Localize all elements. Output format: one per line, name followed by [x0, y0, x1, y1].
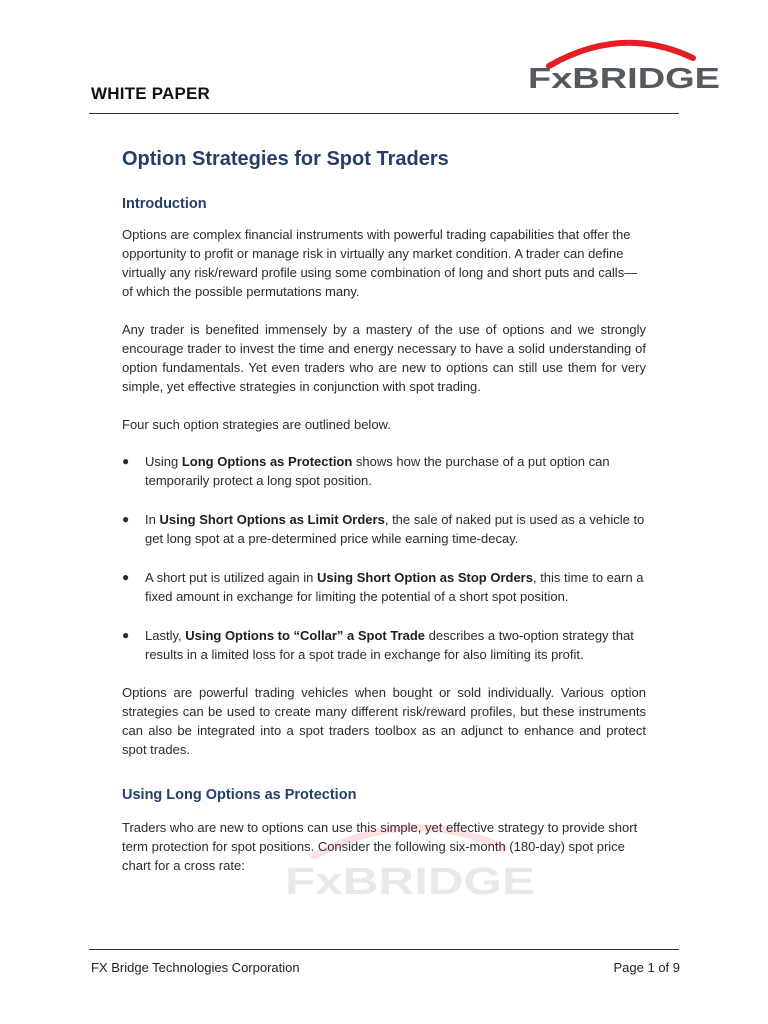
- bullet-icon: ●: [122, 628, 130, 642]
- footer-rule: [89, 949, 679, 950]
- watermark-logo: [284, 820, 538, 900]
- fxbridge-logo: [527, 38, 722, 92]
- intro-paragraph-2: Any trader is benefited immensely by a mastery of the use of options and we strongly encourage trader to invest the time and energy necessary to have a solid understanding of option fundamentals. Yet even traders who are new to options can still use them for very simple, yet effective strategies in conjunction with spot trading.: [122, 322, 646, 394]
- intro-paragraph-3: Four such option strategies are outlined below.: [122, 417, 391, 432]
- section-heading-long-options: Using Long Options as Protection: [122, 787, 357, 803]
- logo-text: FxBRIDGE: [528, 63, 720, 92]
- header-rule: [89, 113, 679, 114]
- section2-paragraph-1: Traders who are new to options can use this simple, yet effective strategy to provide short term protection for spot positions. Consider the following six-month (180-day) spot price chart for a cross rate:: [122, 820, 638, 873]
- list-item: ● Lastly, Using Options to “Collar” a Spot Trade describes a two-option strategy that results in a limited loss for a spot trade in exchange for also limiting its profit.: [122, 628, 634, 662]
- document-title: Option Strategies for Spot Traders: [122, 148, 449, 170]
- header-label: WHITE PAPER: [91, 84, 211, 103]
- strategy-name: Long Options as Protection: [181, 454, 353, 469]
- strategy-list: [122, 452, 646, 684]
- footer-page-number: Page 1 of 9: [613, 960, 680, 975]
- intro-paragraph-1: Options are complex financial instruments with powerful trading capabilities that offer the opportunity to profit or manage risk in virtually any market condition. A trader can define virtually any risk/reward profile using some combination of long and short puts and calls—of which the possible permutations many.: [122, 227, 638, 299]
- watermark-text: FxBRIDGE: [285, 861, 535, 900]
- introduction-heading: Introduction: [122, 196, 207, 212]
- bullet-icon: ●: [122, 512, 130, 526]
- footer-company: FX Bridge Technologies Corporation: [91, 960, 300, 975]
- strategy-name: Using Short Options as Limit Orders: [159, 512, 385, 527]
- list-item: ● Using Long Options as Protection shows how the purchase of a put option can temporarily protect a long spot position.: [122, 454, 610, 488]
- watermark-arc: [314, 828, 504, 856]
- strategy-name: Using Short Option as Stop Orders: [317, 570, 533, 585]
- bullet-icon: ●: [122, 570, 130, 584]
- list-item: ● In Using Short Options as Limit Orders, the sale of naked put is used as a vehicle to get long spot at a pre-determined price while earning time-decay.: [122, 512, 645, 546]
- bullet-icon: ●: [122, 454, 130, 468]
- intro-paragraph-4: Options are powerful trading vehicles when bought or sold individually. Various option strategies can be used to create many different risk/reward profiles, but these instruments can also be integrated into a spot traders toolbox as an adjunct to enhance and protect spot trades.: [122, 685, 646, 757]
- list-item: ● A short put is utilized again in Using Short Option as Stop Orders, this time to earn a fixed amount in exchange for limiting the potential of a short spot position.: [122, 570, 644, 604]
- strategy-name: Using Options to “Collar” a Spot Trade: [185, 628, 426, 643]
